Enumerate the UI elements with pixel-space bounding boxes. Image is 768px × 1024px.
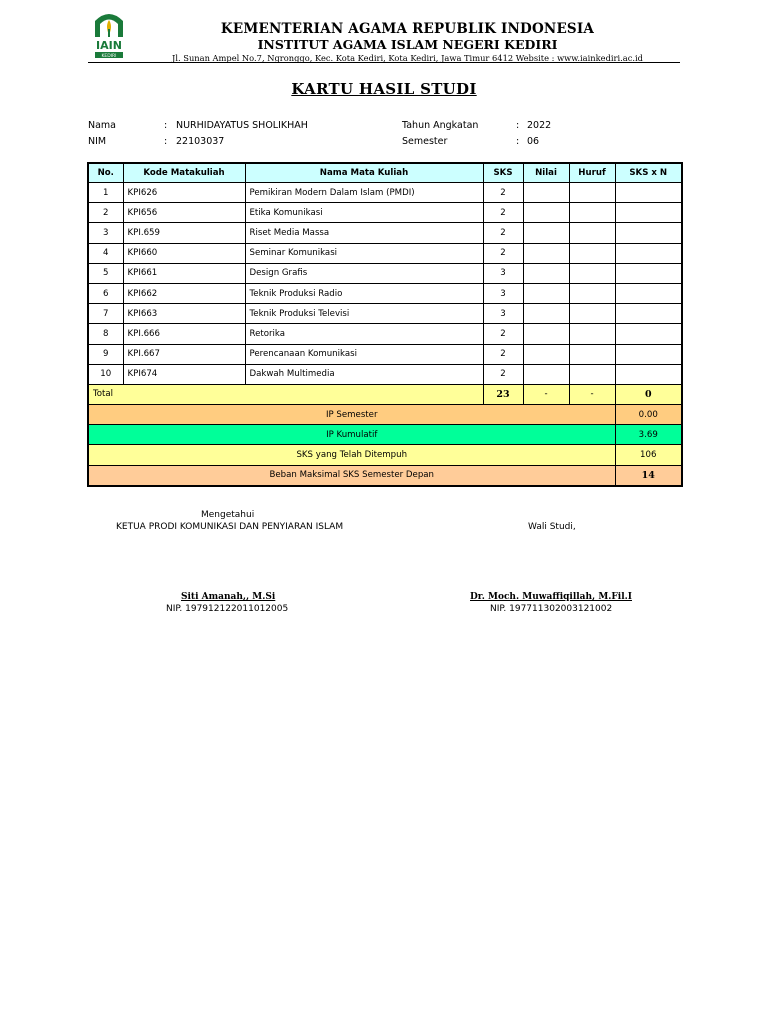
course-sksxn — [615, 344, 682, 364]
table-row — [88, 183, 682, 203]
logo-subtext: KEDIRI — [101, 54, 117, 59]
header-sks: SKS — [483, 163, 523, 183]
header-sksxn: SKS x N — [615, 163, 682, 183]
table-row — [88, 203, 682, 223]
total-huruf: - — [569, 384, 615, 404]
course-kode: KPI661 — [123, 263, 245, 283]
angkatan-separator: : — [516, 120, 520, 131]
header-nama: Nama Mata Kuliah — [245, 163, 483, 183]
course-nilai — [523, 243, 569, 263]
total-sks: 23 — [483, 384, 523, 404]
course-sks: 2 — [483, 364, 523, 384]
course-kode: KPI.667 — [123, 344, 245, 364]
course-sksxn — [615, 263, 682, 283]
ip-kumulatif-label: IP Kumulatif — [88, 425, 615, 445]
course-huruf — [569, 223, 615, 243]
nim-value: 22103037 — [176, 136, 225, 147]
beban-maksimal-value: 14 — [615, 465, 682, 486]
ketua-prodi-nip: NIP. 197912122011012005 — [166, 604, 289, 614]
course-sksxn — [615, 283, 682, 303]
ip-kumulatif-row — [88, 425, 682, 445]
beban-maksimal-label: Beban Maksimal SKS Semester Depan — [88, 465, 615, 486]
course-huruf — [569, 203, 615, 223]
course-huruf — [569, 304, 615, 324]
course-nama: Etika Komunikasi — [245, 203, 483, 223]
ip-kumulatif-value: 3.69 — [615, 425, 682, 445]
course-nama: Perencanaan Komunikasi — [245, 344, 483, 364]
course-kode: KPI626 — [123, 183, 245, 203]
header-nilai: Nilai — [523, 163, 569, 183]
course-sks: 2 — [483, 324, 523, 344]
course-sks: 3 — [483, 263, 523, 283]
nim-separator: : — [164, 136, 168, 147]
nama-value: NURHIDAYATUS SHOLIKHAH — [176, 120, 308, 131]
logo-text: IAIN — [96, 39, 122, 52]
course-nilai — [523, 344, 569, 364]
course-huruf — [569, 263, 615, 283]
table-row — [88, 324, 682, 344]
course-huruf — [569, 243, 615, 263]
wali-studi-nip: NIP. 197711302003121002 — [490, 604, 613, 614]
table-row — [88, 223, 682, 243]
course-nilai — [523, 283, 569, 303]
course-huruf — [569, 364, 615, 384]
course-kode: KPI660 — [123, 243, 245, 263]
sks-ditempuh-row — [88, 445, 682, 465]
course-nilai — [523, 324, 569, 344]
table-row — [88, 344, 682, 364]
course-no: 9 — [88, 344, 123, 364]
total-label: Total — [88, 384, 483, 404]
wali-studi-role: Wali Studi, — [528, 522, 576, 532]
course-sks: 2 — [483, 183, 523, 203]
course-kode: KPI.659 — [123, 223, 245, 243]
course-sksxn — [615, 243, 682, 263]
course-sks: 2 — [483, 243, 523, 263]
course-no: 4 — [88, 243, 123, 263]
course-nama: Riset Media Massa — [245, 223, 483, 243]
semester-separator: : — [516, 136, 520, 147]
institute-address: Jl. Sunan Ampel No.7, Ngronggo, Kec. Kota Kediri, Kota Kediri, Jawa Timur 6412 Website : www.iainkediri.ac.id — [172, 53, 643, 63]
angkatan-label: Tahun Angkatan — [402, 120, 479, 131]
sks-ditempuh-label: SKS yang Telah Ditempuh — [88, 445, 615, 465]
ketua-prodi-role: KETUA PRODI KOMUNIKASI DAN PENYIARAN ISLAM — [116, 522, 344, 532]
document-title: KARTU HASIL STUDI — [291, 80, 477, 98]
course-no: 2 — [88, 203, 123, 223]
course-nilai — [523, 263, 569, 283]
course-no: 1 — [88, 183, 123, 203]
total-nilai: - — [523, 384, 569, 404]
angkatan-value: 2022 — [527, 120, 552, 131]
table-row — [88, 243, 682, 263]
header-huruf: Huruf — [569, 163, 615, 183]
beban-maksimal-row — [88, 465, 682, 486]
course-sksxn — [615, 324, 682, 344]
letterhead — [140, 21, 675, 64]
course-sksxn — [615, 223, 682, 243]
course-no: 8 — [88, 324, 123, 344]
course-kode: KPI674 — [123, 364, 245, 384]
table-row — [88, 263, 682, 283]
course-nilai — [523, 203, 569, 223]
course-huruf — [569, 283, 615, 303]
course-sks: 2 — [483, 203, 523, 223]
course-sksxn — [615, 364, 682, 384]
ketua-prodi-name: Siti Amanah,, M.Si — [181, 592, 276, 602]
course-no: 7 — [88, 304, 123, 324]
course-no: 6 — [88, 283, 123, 303]
semester-label: Semester — [402, 136, 448, 147]
course-nama: Teknik Produksi Radio — [245, 283, 483, 303]
grades-table — [87, 162, 683, 487]
table-header-row — [88, 163, 682, 183]
course-kode: KPI662 — [123, 283, 245, 303]
ip-semester-label: IP Semester — [88, 405, 615, 425]
course-no: 10 — [88, 364, 123, 384]
course-no: 3 — [88, 223, 123, 243]
course-no: 5 — [88, 263, 123, 283]
header-kode: Kode Matakuliah — [123, 163, 245, 183]
course-huruf — [569, 344, 615, 364]
ip-semester-row — [88, 405, 682, 425]
course-sksxn — [615, 183, 682, 203]
course-sks: 2 — [483, 223, 523, 243]
semester-value: 06 — [527, 136, 540, 147]
course-nilai — [523, 364, 569, 384]
total-sksxn: 0 — [615, 384, 682, 404]
course-sks: 3 — [483, 283, 523, 303]
table-row — [88, 304, 682, 324]
total-row — [88, 384, 682, 404]
table-row — [88, 283, 682, 303]
nama-separator: : — [164, 120, 168, 131]
institute-name: INSTITUT AGAMA ISLAM NEGERI KEDIRI — [257, 37, 558, 52]
ip-semester-value: 0.00 — [615, 405, 682, 425]
wali-studi-name: Dr. Moch. Muwaffiqillah, M.Fil.I — [470, 592, 632, 602]
course-sksxn — [615, 304, 682, 324]
course-huruf — [569, 183, 615, 203]
course-huruf — [569, 324, 615, 344]
letterhead-divider — [88, 62, 680, 63]
course-nama: Design Grafis — [245, 263, 483, 283]
course-sks: 3 — [483, 304, 523, 324]
course-kode: KPI663 — [123, 304, 245, 324]
sks-ditempuh-value: 106 — [615, 445, 682, 465]
course-nama: Pemikiran Modern Dalam Islam (PMDI) — [245, 183, 483, 203]
nim-label: NIM — [88, 136, 107, 147]
course-nama: Teknik Produksi Televisi — [245, 304, 483, 324]
course-sks: 2 — [483, 344, 523, 364]
ministry-name: KEMENTERIAN AGAMA REPUBLIK INDONESIA — [220, 21, 595, 37]
iain-kediri-logo — [92, 11, 126, 61]
course-kode: KPI656 — [123, 203, 245, 223]
header-no: No. — [88, 163, 123, 183]
table-row — [88, 364, 682, 384]
course-kode: KPI.666 — [123, 324, 245, 344]
course-nama: Dakwah Multimedia — [245, 364, 483, 384]
course-nama: Seminar Komunikasi — [245, 243, 483, 263]
course-nilai — [523, 223, 569, 243]
nama-label: Nama — [88, 120, 117, 131]
course-nama: Retorika — [245, 324, 483, 344]
course-sksxn — [615, 203, 682, 223]
course-nilai — [523, 183, 569, 203]
course-nilai — [523, 304, 569, 324]
mengetahui-text: Mengetahui — [201, 510, 255, 520]
